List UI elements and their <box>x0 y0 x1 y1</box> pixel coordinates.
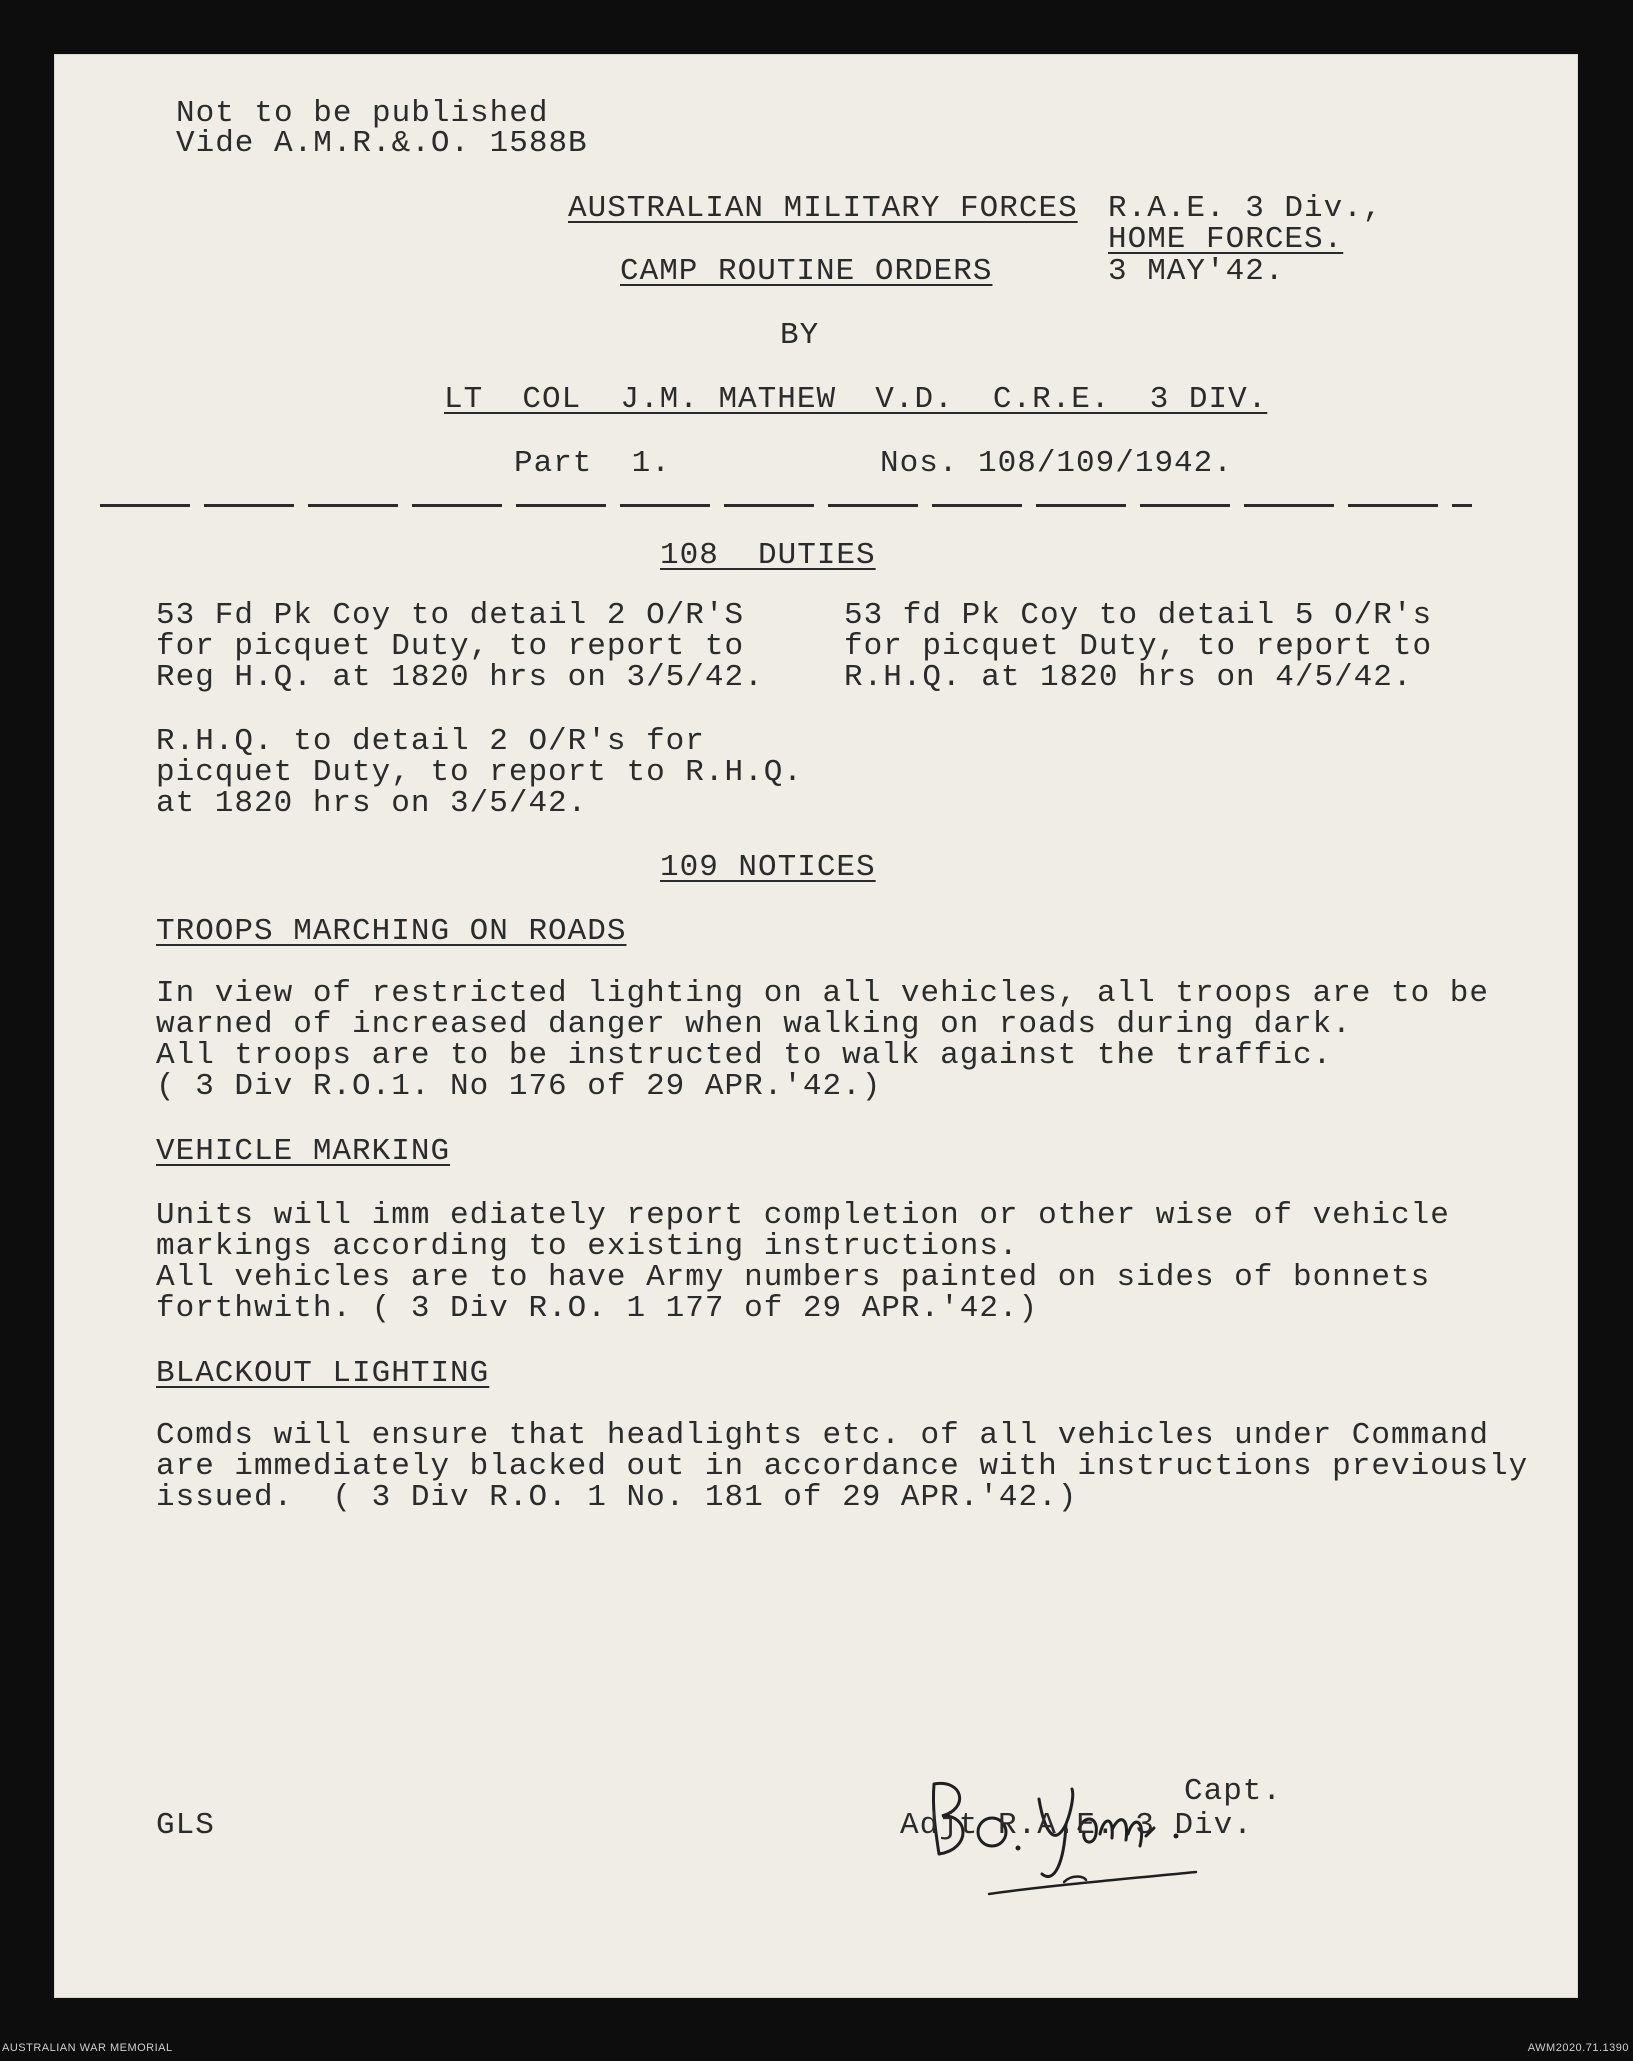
notice-2-line: forthwith. ( 3 Div R.O. 1 177 of 29 APR.'42.) <box>156 1291 1039 1326</box>
notice-1-title: TROOPS MARCHING ON ROADS <box>156 914 627 949</box>
duties-heading: 108 DUTIES <box>660 538 876 573</box>
duty-1 <box>156 600 764 693</box>
duty-1-line: for picquet Duty, to report to <box>156 629 745 664</box>
part-label: Part 1. <box>514 446 671 481</box>
unit-line-2: HOME FORCES. <box>1108 222 1344 257</box>
orders-title: CAMP ROUTINE ORDERS <box>620 254 993 289</box>
notice-1-line: In view of restricted lighting on all vehicles, all troops are to be <box>156 976 1490 1011</box>
notice-1-line: warned of increased danger when walking on roads during dark. <box>156 1007 1352 1042</box>
notice-3-line: are immediately blacked out in accordance with instructions previously <box>156 1449 1529 1484</box>
duty-2-line: for picquet Duty, to report to <box>844 629 1433 664</box>
dashed-divider <box>100 504 1472 507</box>
org-title: AUSTRALIAN MILITARY FORCES <box>568 191 1078 226</box>
footer-reference: AWM2020.71.1390 <box>1527 2042 1629 2054</box>
notice-3-body <box>156 1420 1528 1513</box>
commander-line: LT COL J.M. MATHEW V.D. C.R.E. 3 DIV. <box>444 382 1268 417</box>
notice-3-line: issued. ( 3 Div R.O. 1 No. 181 of 29 APR.'42.) <box>156 1480 1078 1515</box>
duty-2-line: 53 fd Pk Coy to detail 5 O/R's <box>844 598 1433 633</box>
duty-3-line: R.H.Q. to detail 2 O/R's for <box>156 724 705 759</box>
notice-2-body <box>156 1200 1450 1324</box>
signatory-role: Adjt R.A.E. 3 Div. <box>900 1808 1253 1843</box>
notice-1-line: ( 3 Div R.O.1. No 176 of 29 APR.'42.) <box>156 1069 882 1104</box>
notice-2-title: VEHICLE MARKING <box>156 1134 451 1169</box>
by-label: BY <box>780 318 820 353</box>
notices-heading: 109 NOTICES <box>660 850 876 885</box>
duty-2-line: R.H.Q. at 1820 hrs on 4/5/42. <box>844 660 1413 695</box>
typist-initials: GLS <box>156 1808 215 1843</box>
duty-2 <box>844 600 1432 693</box>
notice-3-title: BLACKOUT LIGHTING <box>156 1356 490 1391</box>
publish-restriction-line-1: Not to be published <box>176 96 549 131</box>
footer-source: AUSTRALIAN WAR MEMORIAL <box>2 2042 173 2054</box>
duty-3 <box>156 726 803 819</box>
order-numbers: Nos. 108/109/1942. <box>880 446 1233 481</box>
notice-2-line: markings according to existing instructions. <box>156 1229 1019 1264</box>
document-page <box>54 54 1578 1998</box>
notice-1-line: All troops are to be instructed to walk against the traffic. <box>156 1038 1333 1073</box>
notice-1-body <box>156 978 1489 1102</box>
unit-line-1: R.A.E. 3 Div., <box>1108 191 1383 226</box>
order-date: 3 MAY'42. <box>1108 254 1285 289</box>
duty-1-line: Reg H.Q. at 1820 hrs on 3/5/42. <box>156 660 764 695</box>
notice-2-line: Units will imm ediately report completion or other wise of vehicle <box>156 1198 1450 1233</box>
notice-3-line: Comds will ensure that headlights etc. of all vehicles under Command <box>156 1418 1490 1453</box>
duty-1-line: 53 Fd Pk Coy to detail 2 O/R'S <box>156 598 745 633</box>
duty-3-line: picquet Duty, to report to R.H.Q. <box>156 755 803 790</box>
duty-3-line: at 1820 hrs on 3/5/42. <box>156 786 588 821</box>
publish-restriction-line-2: Vide A.M.R.&.O. 1588B <box>176 126 588 161</box>
notice-2-line: All vehicles are to have Army numbers painted on sides of bonnets <box>156 1260 1431 1295</box>
signatory-rank: Capt. <box>1184 1774 1283 1809</box>
